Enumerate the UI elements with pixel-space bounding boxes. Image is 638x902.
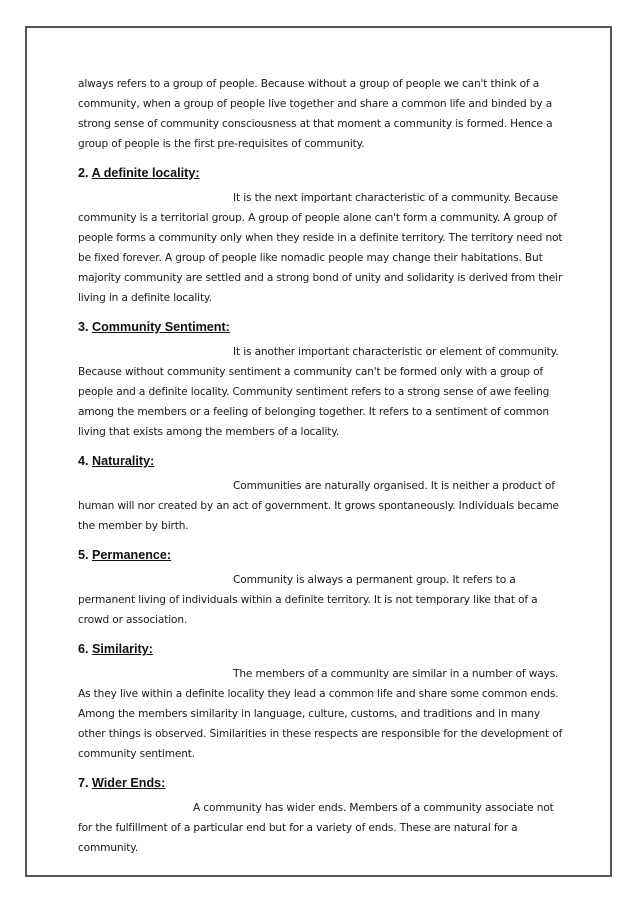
section-title: Wider Ends:	[92, 776, 166, 790]
section-number: 4.	[78, 454, 89, 468]
section-paragraph: Communities are naturally organised. It is neither a product of human will nor created by an act of government. It grows spontaneously. Individuals became the member by birth.	[78, 480, 559, 532]
section-definite-locality	[78, 164, 564, 308]
section-title: A definite locality:	[91, 166, 200, 180]
section-heading	[78, 164, 564, 182]
section-number: 7.	[78, 776, 89, 790]
section-paragraph: The members of a community are similar in a number of ways. As they live within a definite locality they lead a common life and share some common ends. Among the members similarity in language, culture, customs, and traditions and in many other things is observed. Similarities in these respects are responsible for the development of community sentiment.	[78, 668, 563, 760]
section-community-sentiment	[78, 318, 564, 442]
section-permanence	[78, 546, 564, 630]
section-similarity	[78, 640, 564, 764]
section-number: 2.	[78, 166, 89, 180]
section-paragraph: A community has wider ends. Members of a community associate not for the fulfillment of a particular end but for a variety of ends. These are natural for a community.	[78, 802, 554, 854]
document-body	[78, 74, 564, 858]
section-number: 6.	[78, 642, 89, 656]
section-heading	[78, 318, 564, 336]
section-naturality	[78, 452, 564, 536]
section-paragraph: Community is always a permanent group. It refers to a permanent living of individuals within a definite territory. It is not temporary like that of a crowd or association.	[78, 574, 538, 626]
section-paragraph: It is another important characteristic or element of community. Because without community sentiment a community can't be formed only with a group of people and a definite locality. Community sentiment refers to a strong sense of awe feeling among the members or a feeling of belonging together. It refers to a sentiment of common living that exists among the members of a locality.	[78, 346, 559, 438]
intro-paragraph: always refers to a group of people. Because without a group of people we can't think of a community, when a group of people live together and share a common life and binded by a strong sense of community consciousness at that moment a community is formed. Hence a group of people is the first pre-requisites of community.	[78, 78, 553, 150]
section-title: Community Sentiment:	[92, 320, 230, 334]
section-paragraph: It is the next important characteristic of a community. Because community is a territorial group. A group of people alone can't form a community. A group of people forms a community only when they reside in a definite territory. The territory need not be fixed forever. A group of people like nomadic people may change their habitations. But majority community are settled and a strong bond of unity and solidarity is derived from their living in a definite locality.	[78, 192, 563, 304]
section-title: Permanence:	[92, 548, 172, 562]
section-heading	[78, 546, 564, 564]
section-heading	[78, 640, 564, 658]
section-heading	[78, 452, 564, 470]
section-wider-ends	[78, 774, 564, 858]
section-heading	[78, 774, 564, 792]
section-number: 5.	[78, 548, 89, 562]
section-title: Similarity:	[92, 642, 153, 656]
section-number: 3.	[78, 320, 89, 334]
section-title: Naturality:	[92, 454, 155, 468]
